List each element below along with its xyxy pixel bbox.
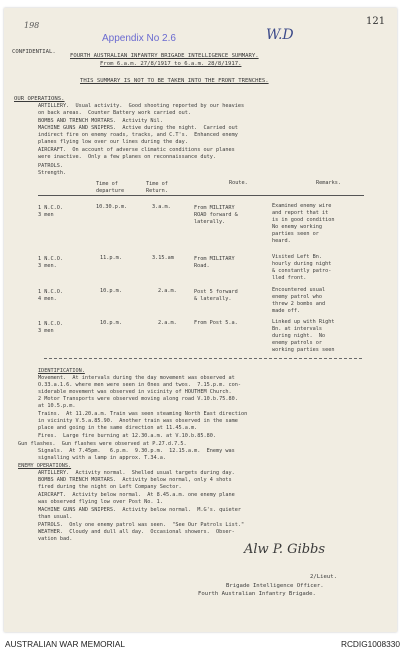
operations-line: on back areas. Counter Battery work carried out. bbox=[38, 110, 192, 116]
section-divider bbox=[44, 358, 362, 359]
col-strength: Strength. bbox=[38, 170, 67, 176]
identification-line: at 10.5.p.m. bbox=[38, 403, 76, 409]
col-return: Time of Return. bbox=[146, 181, 168, 194]
appendix-stamp: Appendix No 2.6 bbox=[102, 33, 176, 44]
patrol-route: From Post 5.a. bbox=[194, 320, 238, 326]
identification-line: signalling with a lamp in approx. T.34.a. bbox=[38, 455, 167, 461]
patrol-route: Post 5 forward & laterally. bbox=[194, 289, 238, 303]
patrol-remarks: Linked up with Right Bn. at intervals during night. No enemy patrols or working parties seen bbox=[272, 319, 335, 354]
page-number: 121 bbox=[366, 16, 386, 27]
patrol-remarks: Visited Left Bn. hourly during night & constantly patro- lled front. bbox=[272, 254, 332, 282]
patrol-departure: 11.p.m. bbox=[100, 255, 122, 261]
enemy-operations-line: ARTILLERY. Activity normal. Shelled usual targets during day. bbox=[38, 470, 235, 476]
operations-line: planes flying low over our lines during the day. bbox=[38, 139, 188, 145]
identification-line: Trains. At 11.20.a.m. Train was seen steaming North East direction bbox=[38, 411, 248, 417]
patrol-remarks: Examined enemy wire and report that it is in good condition No enemy working parties seen or heard. bbox=[272, 203, 335, 245]
patrol-return: 3.a.m. bbox=[152, 204, 171, 210]
col-route: Route. bbox=[229, 180, 248, 186]
identification-line: place and going in the same direction at 11.45.a.m. bbox=[38, 425, 198, 431]
summary-title: FOURTH AUSTRALIAN INFANTRY BRIGADE INTELLIGENCE SUMMARY. bbox=[70, 53, 259, 59]
enemy-operations-line: MACHINE GUNS AND SNIPERS. Activity below normal. M.G's. quieter bbox=[38, 507, 242, 513]
enemy-operations-line: AIRCRAFT. Activity below normal. At 8.45.a.m. one enemy plane bbox=[38, 492, 235, 498]
enemy-operations-line: than usual. bbox=[38, 514, 73, 520]
patrol-departure: 10.p.m. bbox=[100, 288, 122, 294]
signatory-unit: Fourth Australian Infantry Brigade. bbox=[198, 591, 316, 597]
patrol-remarks: Encountered usual enemy patrol who threw 2 bombs and made off. bbox=[272, 287, 326, 315]
identification-line: Signals. At 7.45pm. 6.p.m. 9.30.p.m. 12.15.a.m. Enemy was bbox=[38, 448, 235, 454]
enemy-operations-line: was observed flying low over Post No. 1. bbox=[38, 499, 163, 505]
patrol-strength: 1 N.C.O. 3 men. bbox=[38, 256, 63, 270]
signatory-role: Brigade Intelligence Officer. bbox=[226, 583, 324, 589]
patrol-departure: 10.30.p.m. bbox=[96, 204, 128, 210]
operations-line: ARTILLERY. Usual activity. Good shooting reported by our heavies bbox=[38, 103, 245, 109]
corner-number: 198 bbox=[24, 21, 40, 30]
identification-line: in vicinity V.5.a.85.90. Another train was observed in the same bbox=[38, 418, 238, 424]
enemy-operations-line: vation bad. bbox=[38, 536, 73, 542]
signature: Alw P. Gibbs bbox=[244, 542, 326, 557]
col-departure: Time of departure bbox=[96, 181, 125, 194]
identification-line: Fires. Large fire burning at 12.30.a.m. at V.10.b.85.80. bbox=[38, 433, 217, 439]
operations-line: BOMBS AND TRENCH MORTARS. Activity Nil. bbox=[38, 118, 163, 124]
identification-line: Gun flashes. Gun flashes were observed at P.27.d.7.5. bbox=[18, 441, 187, 447]
patrol-departure: 10.p.m. bbox=[100, 320, 122, 326]
patrol-route: From MILITARY Road. bbox=[194, 256, 235, 270]
patrol-route: From MILITARY ROAD forward & laterally. bbox=[194, 205, 238, 226]
classification: CONFIDENTIAL. bbox=[12, 49, 56, 55]
patrol-strength: 1 N.C.O. 4 men. bbox=[38, 289, 63, 303]
operations-line: indirect fire on enemy roads, tracks, and C.T's. Enhanced enemy bbox=[38, 132, 238, 138]
signatory-rank: 2/Lieut. bbox=[310, 574, 337, 580]
patrol-strength: 1 N.C.O. 3 men bbox=[38, 321, 63, 335]
identification-line: O.33.a.1.6. where men were seen in 0nes and twos. 7.15.p.m. con- bbox=[38, 382, 242, 388]
operations-line: AIRCRAFT. On account of adverse climatic conditions our planes bbox=[38, 147, 235, 153]
operations-line: MACHINE GUNS AND SNIPERS. Active during the night. Carried out bbox=[38, 125, 238, 131]
operations-line: were inactive. Only a few planes on reconnaissance duty. bbox=[38, 154, 217, 160]
handwritten-initials: W.D bbox=[266, 27, 294, 43]
enemy-operations-line: PATROLS. Only one enemy patrol was seen. "See Our Patrols List." bbox=[38, 522, 245, 528]
patrol-return: 3.15.am bbox=[152, 255, 174, 261]
summary-period: From 6.a.m. 27/8/1917 to 6.a.m. 28/8/1917. bbox=[100, 61, 242, 67]
identification-line: Movement. At intervals during the day movement was observed at bbox=[38, 375, 235, 381]
archive-credit: AUSTRALIAN WAR MEMORIAL bbox=[5, 639, 126, 649]
our-operations-heading: OUR OPERATIONS. bbox=[14, 96, 65, 102]
table-rule bbox=[38, 195, 364, 196]
enemy-operations-line: BOMBS AND TRENCH MORTARS. Activity below normal, only 4 shots bbox=[38, 477, 232, 483]
identification-line: 2 Motor Transports were observed moving along road V.10.b.75.80. bbox=[38, 396, 238, 402]
identification-heading: IDENTIFICATION. bbox=[38, 368, 85, 374]
enemy-operations-line: WEATHER. Cloudy and dull all day. Occasional showers. Obser- bbox=[38, 529, 235, 535]
archive-reference: RCDIG1008330 bbox=[340, 639, 400, 649]
operations-line: PATROLS. bbox=[38, 163, 63, 169]
patrol-return: 2.a.m. bbox=[158, 288, 177, 294]
enemy-operations-heading: ENEMY OPERATIONS. bbox=[18, 463, 72, 469]
enemy-operations-line: fired during the night on Left Company Sector. bbox=[38, 484, 182, 490]
identification-line: siderable movement was observed in vicinity of HOUTHEM Church. bbox=[38, 389, 232, 395]
summary-warning: THIS SUMMARY IS NOT TO BE TAKEN INTO THE FRONT TRENCHES. bbox=[80, 78, 269, 84]
col-remarks: Remarks. bbox=[316, 180, 341, 186]
patrol-strength: 1 N.C.O. 3 men bbox=[38, 205, 63, 219]
document-page bbox=[4, 8, 397, 632]
patrol-return: 2.a.m. bbox=[158, 320, 177, 326]
